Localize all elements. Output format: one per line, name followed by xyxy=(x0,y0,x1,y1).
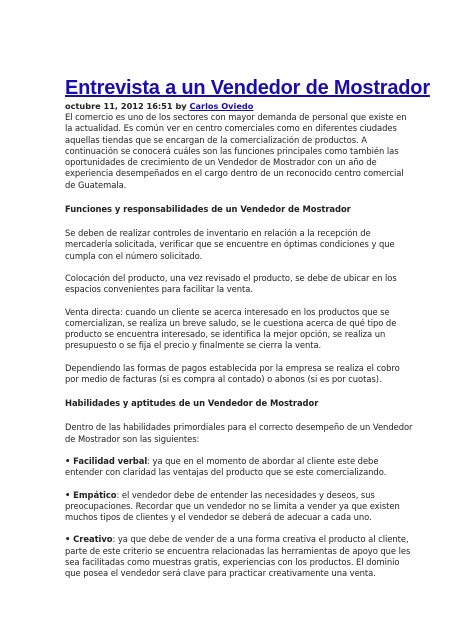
skill-item-facilidad-verbal xyxy=(65,456,415,479)
skill-label: • Empático xyxy=(65,489,117,500)
skill-text: : el vendedor debe de entender las necesidades y deseos, sus preocupaciones. Recordar que un vendedor no se limita a vender ya que existen muchos tipos de clientes y el vendedor se deberá de adecuar a cada uno. xyxy=(65,489,400,523)
article-date: octubre 11, 2012 16:51 xyxy=(65,101,173,111)
paragraph-habilidades-intro: Dentro de las habilidades primordiales para el correcto desempeño de un Vendedor de Mostrador son las siguientes: xyxy=(65,422,413,444)
paragraph-formas-pago: Dependiendo las formas de pagos establecida por la empresa se realiza el cobro por medio de facturas (si es compra al contado) o abonos (si es por cuotas). xyxy=(65,362,400,385)
section-heading-funciones: Funciones y responsabilidades de un Vendedor de Mostrador xyxy=(65,204,351,215)
skill-text: : ya que debe de vender de a una forma creativa el producto al cliente, parte de este criterio se encuentra relacionadas las herramientas de apoyo que les sea facilitadas como muestras gratis, experiencias con los productos. El dominio que posea el vendedor será clave para practicar creativamente una venta. xyxy=(65,534,411,579)
article xyxy=(65,76,430,580)
paragraph-inventario: Se deben de realizar controles de inventario en relación a la recepción de mercadería solicitada, verificar que se encuentre en óptimas condiciones y que cumpla con el número solicitado. xyxy=(65,228,395,261)
article-title-link[interactable]: Entrevista a un Vendedor de Mostrador xyxy=(65,77,430,99)
author-link[interactable]: Carlos Oviedo xyxy=(189,101,254,111)
skill-text: : ya que en el momento de abordar al cliente este debe entender con claridad las ventajas del producto que se este comercializando. xyxy=(65,455,387,478)
skill-item-empatico xyxy=(65,490,415,524)
skill-item-creativo xyxy=(65,534,415,579)
byline-by: by xyxy=(175,101,187,111)
intro-paragraph: El comercio es uno de los sectores con mayor demanda de personal que existe en la actualidad. Es común ver en centro comerciales como en diferentes ciudades aquellas tiendas que se encargan de la comercialización de productos. A continuación se conocerá cuáles son las funciones principales como también las oportunidades de crecimiento de un Vendedor de Mostrador con un año de experiencia desempeñados en el cargo dentro de un reconocido centro comercial de Guatemala. xyxy=(65,112,407,190)
article-meta xyxy=(65,101,415,112)
paragraph-venta-directa: Venta directa: cuando un cliente se acerca interesado en los productos que se comercializan, se realiza un breve saludo, se le cuestiona acerca de qué tipo de producto se encuentra interesado, se identifica la mejor opción, se realiza un presupuesto o se fija el precio y finalmente se cierra la venta. xyxy=(65,306,397,351)
skill-label: • Creativo xyxy=(65,534,113,545)
paragraph-colocacion: Colocación del producto, una vez revisado el producto, se debe de ubicar en los espacios convenientes para facilitar la venta. xyxy=(65,272,397,295)
skill-label: • Facilidad verbal xyxy=(65,455,148,466)
section-heading-habilidades: Habilidades y aptitudes de un Vendedor de Mostrador xyxy=(65,398,319,409)
